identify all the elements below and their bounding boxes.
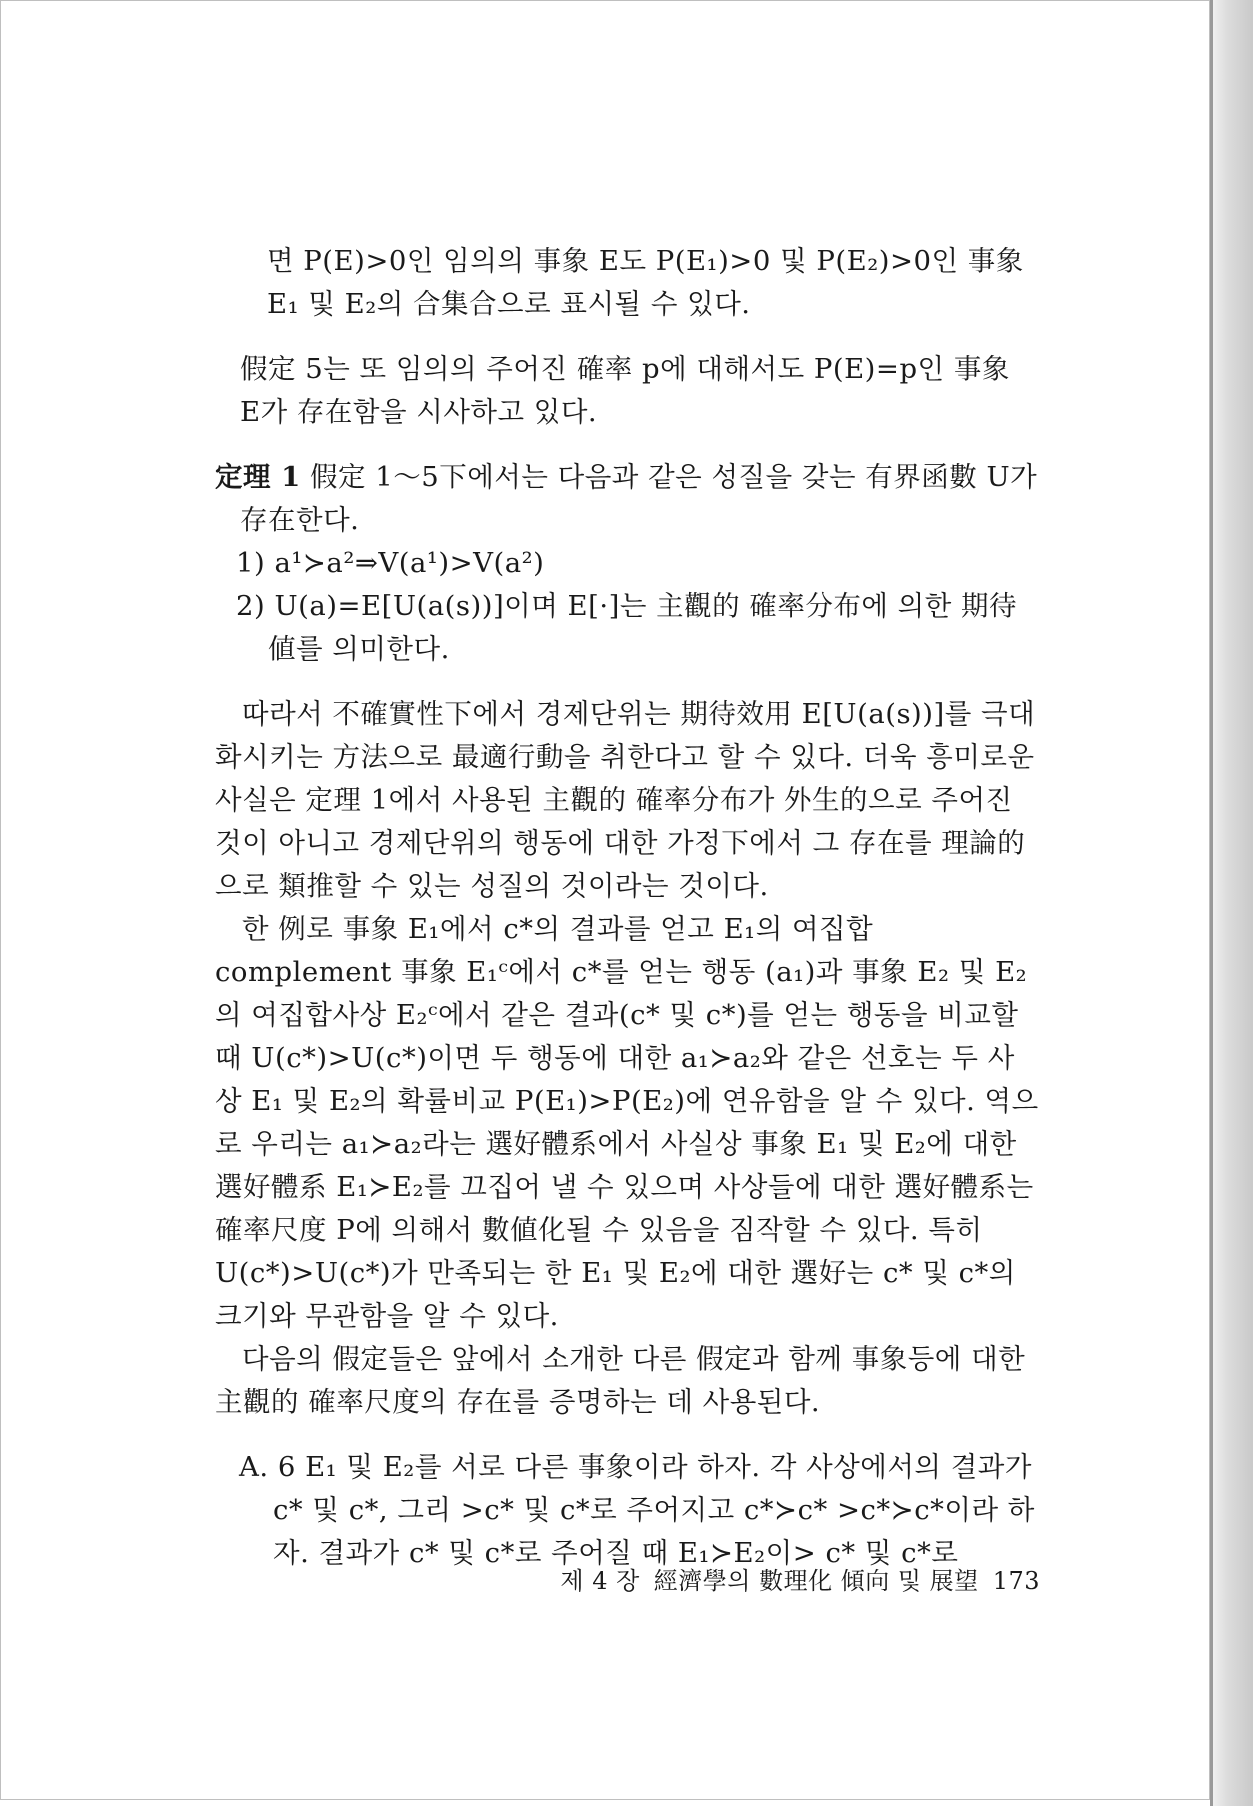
chapter-title: 經濟學의 數理化 傾向 및 展望: [653, 1567, 979, 1595]
theorem-label: 定理 1: [215, 461, 301, 493]
text-line: 면 P(E)>0인 임의의 事象 E도 P(E₁)>0 및 P(E₂)>0인 事象: [267, 245, 1024, 277]
paragraph-expected-utility: 따라서 不確實性下에서 경제단위는 期待效用 E[U(a(s))]를 극대화시키는 方法으로 最適行動을 취한다고 할 수 있다. 더욱 흥미로운 사실은 定理 1에서 사용된 主觀的 確率分布가 外生的으로 주어진 것이 아니고 경제단위의 행동에 대한 가정下에서 그 存在를 理論的으로 類推할 수 있는 성질의 것이라는 것이다.: [215, 698, 1036, 902]
paragraph-assumption-5: [215, 348, 1040, 434]
text-line: 假定 5는 또 임의의 주어진 確率 p에 대해서도 P(E)=p인 事象: [240, 353, 1010, 385]
theorem-item-1: 1) a¹≻a²⇒V(a¹)>V(a²): [236, 547, 545, 579]
text-line: E₁ 및 E₂의 合集合으로 표시될 수 있다.: [267, 288, 751, 320]
theorem-item-2: 2) U(a)=E[U(a(s))]이며 E[·]는 主觀的 確率分布에 의한 期待値를 의미한다.: [236, 590, 1018, 665]
assumption-a6: A. 6 E₁ 및 E₂를 서로 다른 事象이라 하자. 각 사상에서의 결과가 c* 및 c*, 그리 >c* 및 c*로 주어지고 c*≻c* >c*≻c*이라 하자. 결과가 c* 및 c*로 주어질 때 E₁≻E₂이> c* 및 c*로: [239, 1451, 1035, 1569]
theorem-1: [215, 456, 1040, 542]
text-line: E가 存在함을 시사하고 있다.: [240, 396, 598, 428]
paragraph-continuation: [215, 240, 1040, 326]
running-footer: [535, 1566, 1040, 1596]
page-edge: [1210, 0, 1253, 1806]
page-body: [215, 240, 1040, 1575]
page-number: 173: [992, 1567, 1040, 1595]
theorem-text: 假定 1～5下에서는 다음과 같은 성질을 갖는 有界函數 U가 存在한다.: [240, 461, 1038, 536]
paragraph-next-assumptions: 다음의 假定들은 앞에서 소개한 다른 假定과 함께 事象등에 대한 主觀的 確率尺度의 存在를 증명하는 데 사용된다.: [215, 1343, 1026, 1418]
chapter-number: 제 4 장: [560, 1567, 640, 1595]
paragraph-example: 한 例로 事象 E₁에서 c*의 결과를 얻고 E₁의 여집합 complement 事象 E₁ᶜ에서 c*를 얻는 행동 (a₁)과 事象 E₂ 및 E₂의 여집합사상 E₂ᶜ에서 같은 결과(c* 및 c*)를 얻는 행동을 비교할 때 U(c*)>U(c*)이면 두 행동에 대한 a₁≻a₂와 같은 선호는 두 사상 E₁ 및 E₂의 확률비교 P(E₁)>P(E₂)에 연유함을 알 수 있다. 역으로 우리는 a₁≻a₂라는 選好體系에서 사실상 事象 E₁ 및 E₂에 대한 選好體系 E₁≻E₂를 끄집어 낼 수 있으며 사상들에 대한 選好體系는 確率尺度 P에 의해서 數値化될 수 있음을 짐작할 수 있다. 특히 U(c*)>U(c*)가 만족되는 한 E₁ 및 E₂에 대한 選好는 c* 및 c*의 크기와 무관함을 알 수 있다.: [215, 913, 1039, 1332]
